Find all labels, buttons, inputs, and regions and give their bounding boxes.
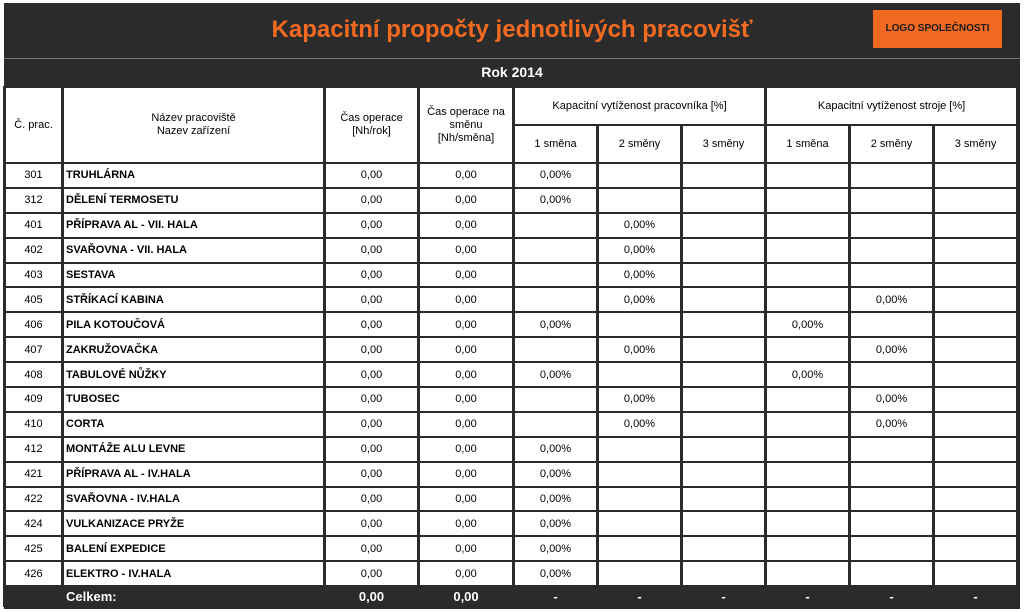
cell-worker-shift2[interactable] bbox=[599, 463, 680, 486]
cell-machine-shift3[interactable] bbox=[935, 264, 1016, 287]
totals-machine-shift3: - bbox=[935, 587, 1016, 605]
cell-machine-shift3[interactable] bbox=[935, 164, 1016, 187]
col-header-machine-shift2: 2 směny bbox=[851, 126, 932, 162]
cell-name[interactable]: MONTÁŽE ALU LEVNE bbox=[64, 438, 323, 461]
cell-worker-shift1[interactable]: 0,00% bbox=[515, 313, 596, 336]
cell-machine-shift2[interactable]: 0,00% bbox=[851, 413, 932, 436]
cell-code[interactable]: 412 bbox=[6, 438, 61, 461]
cell-worker-shift3[interactable] bbox=[683, 488, 764, 511]
cell-name[interactable]: PŘÍPRAVA AL - IV.HALA bbox=[64, 463, 323, 486]
cell-machine-shift2[interactable] bbox=[851, 164, 932, 187]
cell-worker-shift1[interactable] bbox=[515, 264, 596, 287]
table-row bbox=[6, 537, 1016, 560]
cell-worker-shift2[interactable]: 0,00% bbox=[599, 214, 680, 237]
cell-worker-shift1[interactable] bbox=[515, 338, 596, 361]
cell-worker-shift3[interactable] bbox=[683, 264, 764, 287]
cell-machine-shift1[interactable] bbox=[767, 214, 848, 237]
cell-worker-shift1[interactable]: 0,00% bbox=[515, 363, 596, 386]
cell-op-time[interactable]: 0,00 bbox=[326, 413, 417, 436]
totals-worker-shift3: - bbox=[683, 587, 764, 605]
cell-machine-shift1[interactable] bbox=[767, 288, 848, 311]
cell-name[interactable]: CORTA bbox=[64, 413, 323, 436]
cell-worker-shift2[interactable]: 0,00% bbox=[599, 264, 680, 287]
totals-machine-shift2: - bbox=[851, 587, 932, 605]
cell-code[interactable]: 301 bbox=[6, 164, 61, 187]
col-header-worker-shift3: 3 směny bbox=[683, 126, 764, 162]
totals-worker-shift1: - bbox=[515, 587, 596, 605]
cell-op-time[interactable]: 0,00 bbox=[326, 388, 417, 411]
cell-machine-shift1[interactable] bbox=[767, 413, 848, 436]
col-group-machine: Kapacitní vytíženost stroje [%] bbox=[767, 88, 1016, 124]
cell-worker-shift1[interactable] bbox=[515, 388, 596, 411]
cell-machine-shift3[interactable] bbox=[935, 512, 1016, 535]
cell-op-time-shift[interactable]: 0,00 bbox=[420, 488, 512, 511]
cell-worker-shift2[interactable]: 0,00% bbox=[599, 413, 680, 436]
cell-name[interactable]: SESTAVA bbox=[64, 264, 323, 287]
cell-worker-shift3[interactable] bbox=[683, 189, 764, 212]
cell-machine-shift2[interactable] bbox=[851, 488, 932, 511]
cell-code[interactable]: 410 bbox=[6, 413, 61, 436]
cell-machine-shift3[interactable] bbox=[935, 438, 1016, 461]
cell-worker-shift1[interactable] bbox=[515, 214, 596, 237]
cell-op-time-shift[interactable]: 0,00 bbox=[420, 438, 512, 461]
cell-worker-shift3[interactable] bbox=[683, 562, 764, 585]
cell-worker-shift1[interactable]: 0,00% bbox=[515, 562, 596, 585]
cell-op-time[interactable]: 0,00 bbox=[326, 562, 417, 585]
cell-worker-shift1[interactable] bbox=[515, 239, 596, 262]
col-header-machine-shift3: 3 směny bbox=[935, 126, 1016, 162]
year-label: Rok 2014 bbox=[481, 64, 543, 80]
cell-op-time[interactable]: 0,00 bbox=[326, 537, 417, 560]
col-header-code: Č. prac. bbox=[6, 88, 61, 162]
cell-name[interactable]: PILA KOTOUČOVÁ bbox=[64, 313, 323, 336]
cell-worker-shift2[interactable]: 0,00% bbox=[599, 239, 680, 262]
cell-op-time-shift[interactable]: 0,00 bbox=[420, 214, 512, 237]
cell-worker-shift3[interactable] bbox=[683, 239, 764, 262]
cell-machine-shift1[interactable]: 0,00% bbox=[767, 363, 848, 386]
cell-op-time[interactable]: 0,00 bbox=[326, 463, 417, 486]
cell-op-time[interactable]: 0,00 bbox=[326, 438, 417, 461]
cell-machine-shift1[interactable] bbox=[767, 388, 848, 411]
cell-machine-shift3[interactable] bbox=[935, 363, 1016, 386]
cell-worker-shift1[interactable]: 0,00% bbox=[515, 537, 596, 560]
cell-worker-shift3[interactable] bbox=[683, 214, 764, 237]
cell-op-time[interactable]: 0,00 bbox=[326, 512, 417, 535]
cell-op-time-shift[interactable]: 0,00 bbox=[420, 288, 512, 311]
cell-code[interactable]: 426 bbox=[6, 562, 61, 585]
cell-code[interactable]: 401 bbox=[6, 214, 61, 237]
cell-machine-shift3[interactable] bbox=[935, 288, 1016, 311]
cell-op-time[interactable]: 0,00 bbox=[326, 264, 417, 287]
cell-worker-shift2[interactable] bbox=[599, 438, 680, 461]
totals-spacer bbox=[6, 587, 61, 605]
cell-machine-shift2[interactable]: 0,00% bbox=[851, 388, 932, 411]
cell-worker-shift2[interactable] bbox=[599, 488, 680, 511]
cell-name[interactable]: PŘÍPRAVA AL - VII. HALA bbox=[64, 214, 323, 237]
cell-worker-shift3[interactable] bbox=[683, 512, 764, 535]
cell-machine-shift1[interactable] bbox=[767, 239, 848, 262]
cell-op-time[interactable]: 0,00 bbox=[326, 164, 417, 187]
cell-worker-shift1[interactable]: 0,00% bbox=[515, 463, 596, 486]
cell-op-time[interactable]: 0,00 bbox=[326, 338, 417, 361]
cell-machine-shift2[interactable] bbox=[851, 363, 932, 386]
cell-code[interactable]: 409 bbox=[6, 388, 61, 411]
cell-op-time-shift[interactable]: 0,00 bbox=[420, 313, 512, 336]
cell-machine-shift2[interactable] bbox=[851, 313, 932, 336]
table-row bbox=[6, 413, 1016, 436]
cell-worker-shift2[interactable] bbox=[599, 164, 680, 187]
cell-code[interactable]: 403 bbox=[6, 264, 61, 287]
cell-op-time-shift[interactable]: 0,00 bbox=[420, 164, 512, 187]
cell-name[interactable]: SVAŘOVNA - VII. HALA bbox=[64, 239, 323, 262]
cell-worker-shift3[interactable] bbox=[683, 463, 764, 486]
cell-name[interactable]: ZAKRUŽOVAČKA bbox=[64, 338, 323, 361]
cell-worker-shift2[interactable] bbox=[599, 537, 680, 560]
table-row bbox=[6, 313, 1016, 336]
cell-worker-shift1[interactable] bbox=[515, 288, 596, 311]
cell-code[interactable]: 402 bbox=[6, 239, 61, 262]
cell-worker-shift2[interactable] bbox=[599, 313, 680, 336]
cell-machine-shift1[interactable] bbox=[767, 189, 848, 212]
cell-worker-shift3[interactable] bbox=[683, 288, 764, 311]
col-group-worker: Kapacitní vytíženost pracovníka [%] bbox=[515, 88, 764, 124]
cell-code[interactable]: 312 bbox=[6, 189, 61, 212]
cell-machine-shift3[interactable] bbox=[935, 413, 1016, 436]
cell-machine-shift3[interactable] bbox=[935, 214, 1016, 237]
cell-worker-shift2[interactable] bbox=[599, 562, 680, 585]
cell-worker-shift1[interactable]: 0,00% bbox=[515, 438, 596, 461]
cell-worker-shift2[interactable]: 0,00% bbox=[599, 388, 680, 411]
table-row bbox=[6, 164, 1016, 187]
cell-code[interactable]: 421 bbox=[6, 463, 61, 486]
cell-op-time-shift[interactable]: 0,00 bbox=[420, 239, 512, 262]
totals-row bbox=[6, 587, 1016, 605]
col-header-name-line2: Nazev zařízení bbox=[156, 125, 231, 137]
cell-op-time-shift[interactable]: 0,00 bbox=[420, 189, 512, 212]
cell-name[interactable]: TABULOVÉ NŮŽKY bbox=[64, 363, 323, 386]
table-row bbox=[6, 338, 1016, 361]
cell-name[interactable]: ELEKTRO - IV.HALA bbox=[64, 562, 323, 585]
cell-machine-shift1[interactable] bbox=[767, 537, 848, 560]
cell-worker-shift3[interactable] bbox=[683, 363, 764, 386]
cell-machine-shift3[interactable] bbox=[935, 313, 1016, 336]
cell-code[interactable]: 425 bbox=[6, 537, 61, 560]
cell-machine-shift2[interactable] bbox=[851, 189, 932, 212]
col-header-worker-shift1: 1 směna bbox=[515, 126, 596, 162]
cell-name[interactable]: BALENÍ EXPEDICE bbox=[64, 537, 323, 560]
cell-worker-shift3[interactable] bbox=[683, 164, 764, 187]
cell-worker-shift1[interactable]: 0,00% bbox=[515, 488, 596, 511]
cell-machine-shift3[interactable] bbox=[935, 189, 1016, 212]
cell-op-time-shift[interactable]: 0,00 bbox=[420, 512, 512, 535]
cell-machine-shift2[interactable] bbox=[851, 562, 932, 585]
table-row bbox=[6, 288, 1016, 311]
cell-worker-shift3[interactable] bbox=[683, 338, 764, 361]
cell-code[interactable]: 408 bbox=[6, 363, 61, 386]
cell-worker-shift1[interactable]: 0,00% bbox=[515, 189, 596, 212]
cell-machine-shift3[interactable] bbox=[935, 388, 1016, 411]
table-row bbox=[6, 463, 1016, 486]
spreadsheet bbox=[4, 3, 1020, 609]
cell-worker-shift2[interactable] bbox=[599, 512, 680, 535]
cell-op-time-shift[interactable]: 0,00 bbox=[420, 264, 512, 287]
cell-code[interactable]: 405 bbox=[6, 288, 61, 311]
totals-time: 0,00 bbox=[326, 587, 417, 605]
capacity-table-wrapper bbox=[4, 86, 1020, 607]
cell-worker-shift2[interactable] bbox=[599, 363, 680, 386]
cell-machine-shift1[interactable] bbox=[767, 338, 848, 361]
cell-machine-shift2[interactable] bbox=[851, 264, 932, 287]
cell-machine-shift3[interactable] bbox=[935, 239, 1016, 262]
cell-op-time[interactable]: 0,00 bbox=[326, 288, 417, 311]
cell-machine-shift1[interactable] bbox=[767, 562, 848, 585]
table-row bbox=[6, 214, 1016, 237]
cell-machine-shift2[interactable]: 0,00% bbox=[851, 338, 932, 361]
cell-worker-shift2[interactable] bbox=[599, 189, 680, 212]
cell-op-time[interactable]: 0,00 bbox=[326, 313, 417, 336]
cell-machine-shift1[interactable] bbox=[767, 438, 848, 461]
cell-worker-shift3[interactable] bbox=[683, 438, 764, 461]
company-logo-placeholder: LOGO SPOLEČNOSTI bbox=[873, 10, 1002, 48]
col-header-name bbox=[64, 88, 323, 162]
cell-worker-shift1[interactable]: 0,00% bbox=[515, 164, 596, 187]
totals-time-shift: 0,00 bbox=[420, 587, 512, 605]
cell-machine-shift2[interactable] bbox=[851, 463, 932, 486]
totals-label: Celkem: bbox=[64, 587, 323, 605]
cell-worker-shift3[interactable] bbox=[683, 388, 764, 411]
cell-machine-shift1[interactable] bbox=[767, 488, 848, 511]
cell-machine-shift1[interactable] bbox=[767, 264, 848, 287]
cell-name[interactable]: SVAŘOVNA - IV.HALA bbox=[64, 488, 323, 511]
cell-code[interactable]: 407 bbox=[6, 338, 61, 361]
cell-machine-shift3[interactable] bbox=[935, 488, 1016, 511]
cell-op-time[interactable]: 0,00 bbox=[326, 189, 417, 212]
cell-code[interactable]: 424 bbox=[6, 512, 61, 535]
cell-code[interactable]: 422 bbox=[6, 488, 61, 511]
table-row bbox=[6, 438, 1016, 461]
title-bar bbox=[4, 3, 1020, 57]
cell-op-time[interactable]: 0,00 bbox=[326, 488, 417, 511]
cell-op-time-shift[interactable]: 0,00 bbox=[420, 338, 512, 361]
col-header-op-time-shift: Čas operace na směnu [Nh/směna] bbox=[420, 88, 512, 162]
table-row bbox=[6, 388, 1016, 411]
cell-op-time-shift[interactable]: 0,00 bbox=[420, 363, 512, 386]
totals-machine-shift1: - bbox=[767, 587, 848, 605]
col-header-op-time: Čas operace [Nh/rok] bbox=[326, 88, 417, 162]
cell-worker-shift1[interactable] bbox=[515, 413, 596, 436]
cell-name[interactable]: TRUHLÁRNA bbox=[64, 164, 323, 187]
capacity-table bbox=[3, 86, 1019, 607]
cell-op-time[interactable]: 0,00 bbox=[326, 214, 417, 237]
cell-machine-shift3[interactable] bbox=[935, 562, 1016, 585]
cell-code[interactable]: 406 bbox=[6, 313, 61, 336]
table-row bbox=[6, 189, 1016, 212]
cell-machine-shift1[interactable] bbox=[767, 463, 848, 486]
cell-op-time[interactable]: 0,00 bbox=[326, 239, 417, 262]
cell-name[interactable]: DĚLENÍ TERMOSETU bbox=[64, 189, 323, 212]
cell-machine-shift2[interactable] bbox=[851, 512, 932, 535]
col-header-name-line1: Název pracoviště bbox=[151, 112, 236, 124]
cell-worker-shift3[interactable] bbox=[683, 313, 764, 336]
cell-machine-shift2[interactable] bbox=[851, 537, 932, 560]
cell-op-time-shift[interactable]: 0,00 bbox=[420, 413, 512, 436]
table-row bbox=[6, 264, 1016, 287]
cell-machine-shift3[interactable] bbox=[935, 537, 1016, 560]
table-row bbox=[6, 363, 1016, 386]
cell-machine-shift1[interactable]: 0,00% bbox=[767, 313, 848, 336]
col-header-worker-shift2: 2 směny bbox=[599, 126, 680, 162]
cell-op-time-shift[interactable]: 0,00 bbox=[420, 463, 512, 486]
totals-worker-shift2: - bbox=[599, 587, 680, 605]
cell-name[interactable]: VULKANIZACE PRYŽE bbox=[64, 512, 323, 535]
cell-machine-shift1[interactable] bbox=[767, 164, 848, 187]
cell-op-time[interactable]: 0,00 bbox=[326, 363, 417, 386]
year-bar bbox=[4, 58, 1020, 86]
cell-worker-shift1[interactable]: 0,00% bbox=[515, 512, 596, 535]
cell-machine-shift3[interactable] bbox=[935, 463, 1016, 486]
cell-op-time-shift[interactable]: 0,00 bbox=[420, 562, 512, 585]
table-row bbox=[6, 488, 1016, 511]
cell-worker-shift3[interactable] bbox=[683, 413, 764, 436]
cell-name[interactable]: STŘÍKACÍ KABINA bbox=[64, 288, 323, 311]
col-header-machine-shift1: 1 směna bbox=[767, 126, 848, 162]
cell-machine-shift3[interactable] bbox=[935, 338, 1016, 361]
cell-machine-shift2[interactable] bbox=[851, 438, 932, 461]
cell-worker-shift2[interactable]: 0,00% bbox=[599, 338, 680, 361]
cell-worker-shift2[interactable]: 0,00% bbox=[599, 288, 680, 311]
table-row bbox=[6, 562, 1016, 585]
cell-op-time-shift[interactable]: 0,00 bbox=[420, 537, 512, 560]
table-row bbox=[6, 239, 1016, 262]
cell-name[interactable]: TUBOSEC bbox=[64, 388, 323, 411]
table-body bbox=[6, 164, 1016, 585]
page-title: Kapacitní propočty jednotlivých pracovišť bbox=[271, 16, 753, 43]
cell-machine-shift1[interactable] bbox=[767, 512, 848, 535]
cell-machine-shift2[interactable]: 0,00% bbox=[851, 288, 932, 311]
cell-op-time-shift[interactable]: 0,00 bbox=[420, 388, 512, 411]
table-row bbox=[6, 512, 1016, 535]
cell-worker-shift3[interactable] bbox=[683, 537, 764, 560]
cell-machine-shift2[interactable] bbox=[851, 239, 932, 262]
cell-machine-shift2[interactable] bbox=[851, 214, 932, 237]
